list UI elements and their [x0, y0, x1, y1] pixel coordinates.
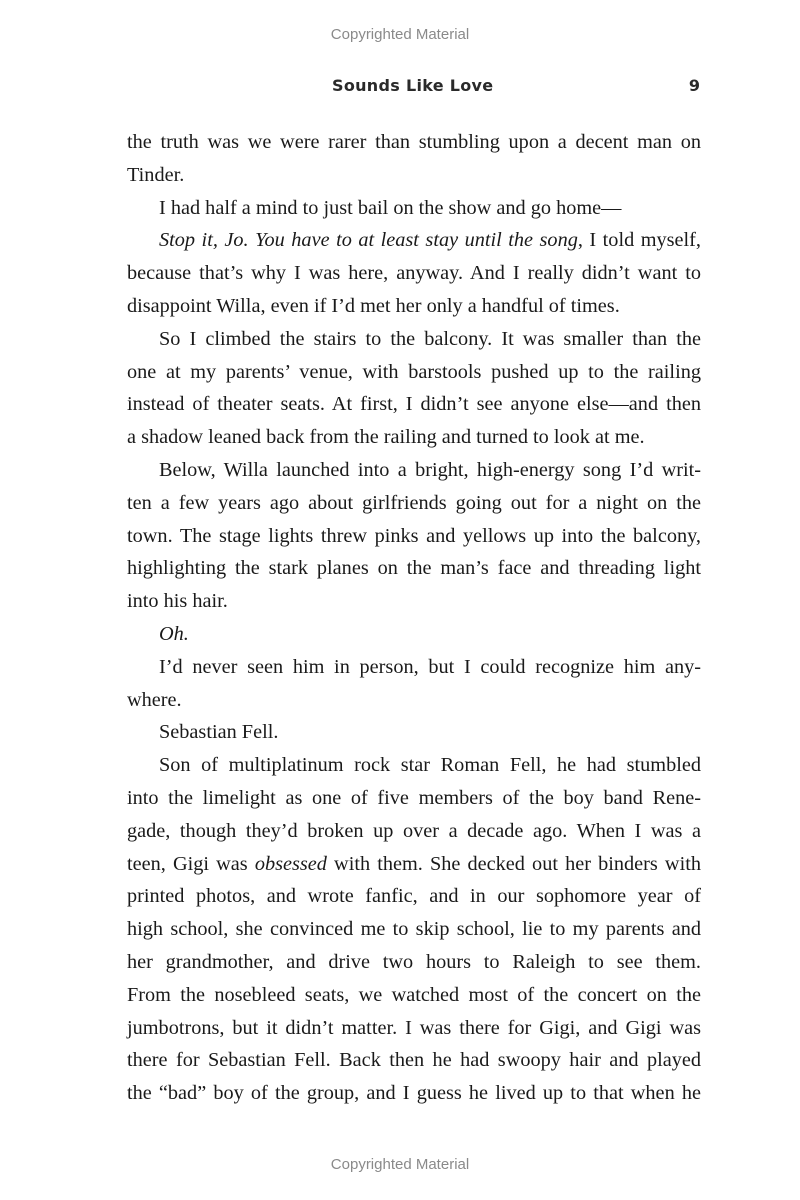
text-line — [127, 684, 701, 717]
text-line — [127, 1012, 701, 1045]
text-segment: the “bad” boy of the group, and I guess he lived up to that when he — [127, 1082, 701, 1105]
text-line — [127, 126, 701, 159]
text-line — [127, 323, 701, 356]
text-line — [127, 749, 701, 782]
text-segment: because that’s why I was here, anyway. And I really didn’t want to — [127, 262, 701, 285]
text-segment: the truth was we were rarer than stumbling upon a decent man on — [127, 131, 701, 153]
text-line — [127, 848, 701, 881]
running-head-title: Sounds Like Love — [332, 76, 494, 95]
text-segment: there for Sebastian Fell. Back then he had swoopy hair and played — [127, 1049, 701, 1072]
text-segment: highlighting the stark planes on the man’s face and threading light — [127, 557, 701, 580]
text-segment: high school, she convinced me to skip school, lie to my parents and — [127, 918, 701, 941]
text-line — [127, 618, 701, 651]
text-line — [127, 224, 701, 257]
text-line — [127, 979, 701, 1012]
text-segment: instead of theater seats. At first, I didn’t see anyone else—and then — [127, 393, 701, 416]
text-segment: Below, Willa launched into a bright, high-energy song I’d writ- — [159, 458, 701, 481]
text-line — [127, 192, 701, 225]
text-line — [127, 454, 701, 487]
text-segment: with them. She decked out her binders with — [326, 852, 701, 875]
italic-text-segment: Oh. — [159, 622, 189, 645]
copyright-watermark-top: Copyrighted Material — [330, 26, 470, 43]
italic-text-segment: Stop it, Jo. You have to at least stay until the song — [159, 229, 578, 252]
text-line — [127, 651, 701, 684]
text-segment: Sebastian Fell. — [159, 721, 279, 744]
text-segment: disappoint Willa, even if I’d met her only a handful of times. — [127, 294, 620, 317]
text-line — [127, 716, 701, 749]
text-segment: gade, though they’d broken up over a decade ago. When I was a — [127, 819, 701, 842]
text-line — [127, 421, 701, 454]
text-line — [127, 1044, 701, 1077]
text-segment: where. — [127, 688, 182, 711]
text-segment: town. The stage lights threw pinks and yellows up into the balcony, — [127, 524, 701, 547]
text-line — [127, 913, 701, 946]
text-segment: her grandmother, and drive two hours to Raleigh to see them. — [127, 950, 701, 973]
page-number: 9 — [688, 76, 700, 95]
text-segment: I had half a mind to just bail on the show and go home— — [159, 196, 622, 219]
text-segment: into the limelight as one of five members of the boy band Rene- — [127, 786, 701, 809]
text-line — [127, 388, 701, 421]
text-line — [127, 1077, 701, 1110]
text-line — [127, 585, 701, 618]
text-segment: From the nosebleed seats, we watched most of the concert on the — [127, 983, 701, 1006]
text-line — [127, 159, 701, 192]
text-line — [127, 356, 701, 389]
text-line — [127, 946, 701, 979]
text-line — [127, 290, 701, 323]
text-segment: one at my parents’ venue, with barstools pushed up to the railing — [127, 360, 701, 383]
text-segment: into his hair. — [127, 590, 228, 613]
text-line — [127, 520, 701, 553]
text-segment: a shadow leaned back from the railing and turned to look at me. — [127, 426, 645, 449]
text-line — [127, 487, 701, 520]
text-line — [127, 257, 701, 290]
text-segment: printed photos, and wrote fanfic, and in our sophomore year of — [127, 885, 701, 908]
text-segment: Tinder. — [127, 163, 185, 186]
text-segment: So I climbed the stairs to the balcony. It was smaller than the — [159, 327, 701, 350]
text-line — [127, 782, 701, 815]
text-line — [127, 880, 701, 913]
text-segment: I’d never seen him in person, but I could recognize him any- — [159, 655, 701, 678]
text-segment: teen, Gigi was — [127, 852, 255, 875]
copyright-watermark-bottom: Copyrighted Material — [330, 1156, 470, 1173]
text-line — [127, 815, 701, 848]
text-segment: ten a few years ago about girlfriends going out for a night on the — [127, 491, 701, 514]
text-segment: , I told myself, — [577, 229, 701, 252]
text-line — [127, 552, 701, 585]
body-text — [127, 126, 701, 1110]
italic-text-segment: obsessed — [254, 852, 327, 875]
text-segment: jumbotrons, but it didn’t matter. I was there for Gigi, and Gigi was — [127, 1016, 701, 1039]
text-segment: Son of multiplatinum rock star Roman Fell, he had stumbled — [159, 754, 701, 777]
